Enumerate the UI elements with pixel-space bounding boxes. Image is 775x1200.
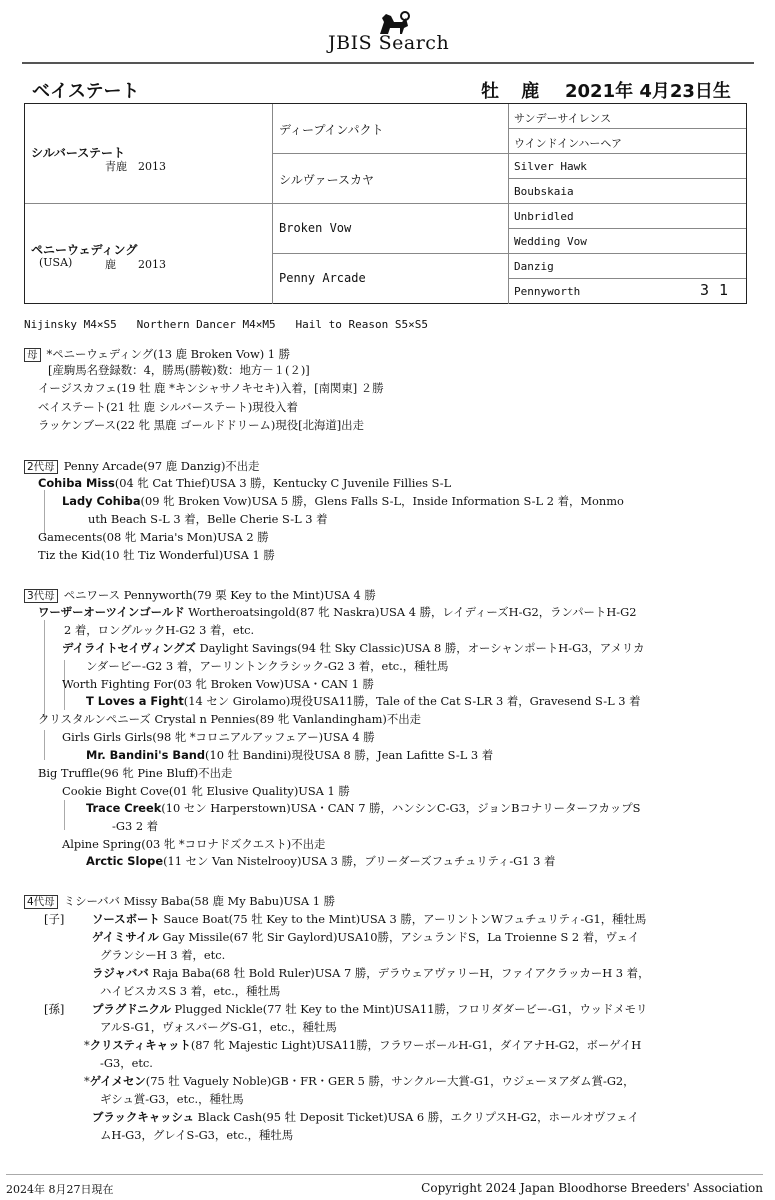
pedigree-g2-cell bbox=[273, 254, 509, 304]
g4-line bbox=[92, 929, 639, 945]
g2-name[interactable]: Penny Arcade bbox=[279, 271, 366, 285]
progeny-detail: Sauce Boat(75 牡 Key to the Mint)USA 3 勝，アーリントンWフュチュリティ-G1，種牡馬 bbox=[159, 912, 647, 926]
g3-line: Big Truffle(96 牝 Pine Bluff)不出走 bbox=[38, 766, 233, 780]
g2-line: Tiz the Kid(10 牡 Tiz Wonderful)USA 1 勝 bbox=[38, 548, 275, 562]
progeny-name[interactable]: プラグドニクル bbox=[92, 1002, 171, 1016]
g4-line: -G3，etc. bbox=[100, 1056, 153, 1070]
inbreeding-line: Nijinsky M4×S5 Northern Dancer M4×M5 Hail to Reason S5×S5 bbox=[24, 318, 428, 331]
g3-line bbox=[62, 640, 645, 656]
pedigree-g2-cell bbox=[273, 104, 509, 154]
dam-line: ラッケンブース(22 牝 黒鹿 ゴールドドリーム)現役[北海道]出走 bbox=[38, 418, 364, 432]
g3-name[interactable]: ウインドインハーヘア bbox=[514, 137, 623, 150]
dam-line: *ペニーウェディング(13 鹿 Broken Vow) 1 勝 bbox=[46, 347, 291, 361]
g4-line bbox=[92, 1109, 639, 1125]
g3-name[interactable]: Boubskaia bbox=[514, 185, 574, 198]
dam-detail: 鹿 2013 bbox=[105, 258, 166, 271]
g3-name[interactable]: Danzig bbox=[514, 260, 554, 273]
progeny-detail: (87 牝 Majestic Light)USA11勝，フラワーボールH-G1，ダイアナH-G2，ボーゲイH bbox=[190, 1038, 642, 1052]
g3-line bbox=[38, 604, 636, 620]
sire-name[interactable]: シルバーステート bbox=[31, 146, 126, 160]
g2-head-line bbox=[24, 458, 260, 474]
g3-name[interactable]: Pennyworth bbox=[514, 285, 581, 298]
g4-line bbox=[92, 965, 649, 981]
progeny-detail: (09 牝 Broken Vow)USA 5 勝，Glens Falls S-L，Inside Information S-L 2 着，Monmo bbox=[140, 494, 624, 508]
g3-name[interactable]: Wedding Vow bbox=[514, 235, 587, 248]
header-divider bbox=[22, 62, 754, 64]
pedigree-g2-cell bbox=[273, 204, 509, 254]
g3-line bbox=[86, 693, 641, 709]
dam-line: [産駒馬名登録数：4，勝馬(勝鞍)数：地方－１(２)] bbox=[48, 363, 310, 377]
progeny-detail: (10 牡 Bandini)現役USA 8 勝，Jean Lafitte S-L 3 着 bbox=[205, 748, 494, 762]
pedigree-g3-cell bbox=[509, 204, 746, 229]
g2-line: uth Beach S-L 3 着，Belle Cherie S-L 3 着 bbox=[88, 512, 328, 526]
horse-name: ベイステート bbox=[32, 81, 140, 102]
progeny-name[interactable]: Arctic Slope bbox=[86, 854, 164, 868]
horse-sex-color: 牡 鹿 bbox=[481, 81, 548, 102]
family-number: 31 bbox=[699, 281, 738, 299]
g4-line bbox=[84, 1073, 635, 1089]
pedigree-g3-cell bbox=[509, 179, 746, 204]
g4-line bbox=[92, 1001, 647, 1017]
g3-line: ンダービー-G2 3 着，アーリントンクラシック-G2 3 着，etc.，種牡馬 bbox=[86, 659, 449, 673]
g3-line: 2 着，ロングルックH-G2 3 着，etc. bbox=[64, 623, 255, 637]
g2-name[interactable]: シルヴァースカヤ bbox=[279, 173, 374, 187]
section-tag-g3: 3代母 bbox=[24, 589, 58, 603]
g3-line: Alpine Spring(03 牝 *コロナドズクエスト)不出走 bbox=[62, 837, 326, 851]
pedigree-sire-cell bbox=[25, 104, 273, 204]
g3-line: -G3 2 着 bbox=[112, 819, 159, 833]
g3-name[interactable]: サンデーサイレンス bbox=[514, 112, 612, 125]
g3-line: Worth Fighting For(03 牝 Broken Vow)USA・CAN 1 勝 bbox=[62, 677, 374, 691]
pedigree-g3-cell bbox=[509, 104, 746, 129]
g4-line: ムH-G3，グレイS-G3，etc.，種牡馬 bbox=[100, 1128, 294, 1142]
tree-line bbox=[44, 730, 45, 760]
progeny-name[interactable]: ブラックキャッシュ bbox=[92, 1110, 195, 1124]
pedigree-g3-cell bbox=[509, 129, 746, 154]
progeny-detail: (11 セン Van Nistelrooy)USA 3 勝，ブリーダーズフュチュリティ-G1 3 着 bbox=[163, 854, 556, 868]
g4-line: ギシュ賞-G3，etc.，種牡馬 bbox=[100, 1092, 244, 1106]
pedigree-g3-cell bbox=[509, 154, 746, 179]
import-mark: * bbox=[84, 1038, 90, 1052]
pedigree-g2-cell bbox=[273, 154, 509, 204]
pedigree-g3-cell bbox=[509, 254, 746, 279]
dam-line: ベイステート(21 牡 鹿 シルバーステート)現役入着 bbox=[38, 400, 298, 414]
g4-line: アルS-G1，ヴォスバーグS-G1，etc.，種牡馬 bbox=[100, 1020, 337, 1034]
logo-text: JBIS Search bbox=[328, 32, 450, 54]
progeny-name[interactable]: ラジャババ bbox=[92, 966, 149, 980]
progeny-name[interactable]: ソースボート bbox=[92, 912, 160, 926]
progeny-detail: (10 セン Harperstown)USA・CAN 7 勝，ハンシンC-G3，ジョンBコナリーターフカップS bbox=[161, 801, 641, 815]
progeny-detail: Black Cash(95 牡 Deposit Ticket)USA 6 勝，エクリプスH-G2，ホールオヴフェイ bbox=[194, 1110, 639, 1124]
dam-name[interactable]: ペニーウェディング bbox=[31, 243, 138, 257]
pedigree-table bbox=[24, 103, 747, 304]
g4-head-line bbox=[24, 893, 335, 909]
progeny-detail: (04 牝 Cat Thief)USA 3 勝，Kentucky C Juvenile Fillies S-L bbox=[114, 476, 452, 490]
horse-birthdate: 2021年 4月23日生 bbox=[565, 81, 731, 102]
progeny-name[interactable]: Cohiba Miss bbox=[38, 476, 115, 490]
progeny-name[interactable]: Mr. Bandini's Band bbox=[86, 748, 206, 762]
progeny-detail: Plugged Nickle(77 牡 Key to the Mint)USA11勝，フロリダダービー-G1，ウッドメモリ bbox=[170, 1002, 648, 1016]
progeny-name[interactable]: Lady Cohiba bbox=[62, 494, 141, 508]
g4-line: グランシーH 3 着，etc. bbox=[100, 948, 226, 962]
progeny-name[interactable]: クリスティキャット bbox=[89, 1038, 191, 1052]
g3-head-line bbox=[24, 587, 376, 603]
import-mark: * bbox=[84, 1074, 90, 1088]
g3-name[interactable]: Unbridled bbox=[514, 210, 574, 223]
dam-line: イージスカフェ(19 牡 鹿 *キンシャサノキセキ)入着，[南関東] ２勝 bbox=[38, 381, 384, 395]
g3-line: Girls Girls Girls(98 牝 *コロニアルアッフェアー)USA 4 勝 bbox=[62, 730, 375, 744]
g3-line bbox=[86, 800, 640, 816]
g4-head: ミシーババ Missy Baba(58 鹿 My Babu)USA 1 勝 bbox=[63, 894, 336, 908]
progeny-detail: (14 セン Girolamo)現役USA11勝，Tale of the Cat S-LR 3 着，Gravesend S-L 3 着 bbox=[183, 694, 641, 708]
progeny-detail: Daylight Savings(94 牡 Sky Classic)USA 8 勝，オーシャンポートH-G3，アメリカ bbox=[195, 641, 645, 655]
g3-line: Cookie Bight Cove(01 牝 Elusive Quality)USA 1 勝 bbox=[62, 784, 350, 798]
progeny-name[interactable]: ゲイミサイル bbox=[92, 930, 159, 944]
progeny-detail: Raja Baba(68 牡 Bold Ruler)USA 7 勝，デラウェアヴァリーH，ファイアクラッカーH 3 着， bbox=[148, 966, 650, 980]
jbis-search-logo[interactable] bbox=[328, 8, 458, 54]
dam-head-line bbox=[24, 346, 290, 362]
g3-head: ペニワース Pennyworth(79 栗 Key to the Mint)USA 4 勝 bbox=[63, 588, 376, 602]
pedigree-dam-cell bbox=[25, 204, 273, 304]
g2-name[interactable]: ディープインパクト bbox=[279, 123, 384, 137]
footer-date: 2024年 8月27日現在 bbox=[6, 1183, 114, 1196]
section-tag-g4: 4代母 bbox=[24, 895, 58, 909]
g4-line: ハイビスカスS 3 着，etc.，種牡馬 bbox=[100, 984, 281, 998]
grandchild-tag: [孫] bbox=[44, 1002, 65, 1016]
g2-line bbox=[38, 475, 451, 491]
g2-name[interactable]: Broken Vow bbox=[279, 221, 352, 235]
g2-head: Penny Arcade(97 鹿 Danzig)不出走 bbox=[63, 459, 260, 473]
progeny-name[interactable]: デイライトセイヴィングズ bbox=[62, 641, 196, 655]
progeny-name[interactable]: ワーザーオーツインゴールド bbox=[38, 605, 185, 619]
section-tag-dam: 母 bbox=[24, 348, 41, 362]
g4-line bbox=[84, 1037, 641, 1053]
progeny-detail: Wortheroatsingold(87 牝 Naskra)USA 4 勝，レイディーズH-G2，ランパートH-G2 bbox=[184, 605, 637, 619]
g3-line: クリスタルンペニーズ Crystal n Pennies(89 牝 Vanlandingham)不出走 bbox=[38, 712, 422, 726]
g2-line bbox=[62, 493, 624, 509]
g3-line bbox=[86, 747, 493, 763]
progeny-name[interactable]: Trace Creek bbox=[86, 801, 162, 815]
child-tag: [子] bbox=[44, 912, 65, 926]
pedigree-g3-cell bbox=[509, 279, 746, 304]
progeny-detail: Gay Missile(67 牝 Sir Gaylord)USA10勝，アシュランドS，La Troienne S 2 着，ヴェイ bbox=[158, 930, 640, 944]
dam-origin: (USA) bbox=[39, 256, 73, 269]
g3-name[interactable]: Silver Hawk bbox=[514, 160, 587, 173]
title-row bbox=[24, 77, 752, 103]
progeny-name[interactable]: ゲイメセン bbox=[89, 1074, 146, 1088]
sire-detail: 青鹿 2013 bbox=[105, 160, 166, 173]
g4-line bbox=[92, 911, 646, 927]
g2-line: Gamecents(08 牝 Maria's Mon)USA 2 勝 bbox=[38, 530, 269, 544]
g3-line bbox=[86, 853, 555, 869]
tree-line bbox=[44, 620, 45, 720]
progeny-name[interactable]: T Loves a Fight bbox=[86, 694, 184, 708]
section-tag-g2: 2代母 bbox=[24, 460, 58, 474]
pedigree-g3-cell bbox=[509, 229, 746, 254]
progeny-detail: (75 牡 Vaguely Noble)GB・FR・GER 5 勝，サンクルー大賞-G1，ウジェーヌアダム賞-G2， bbox=[145, 1074, 635, 1088]
tree-line bbox=[64, 800, 65, 830]
footer-copyright: Copyright 2024 Japan Bloodhorse Breeders' Association bbox=[421, 1181, 763, 1195]
footer-divider bbox=[6, 1174, 763, 1175]
